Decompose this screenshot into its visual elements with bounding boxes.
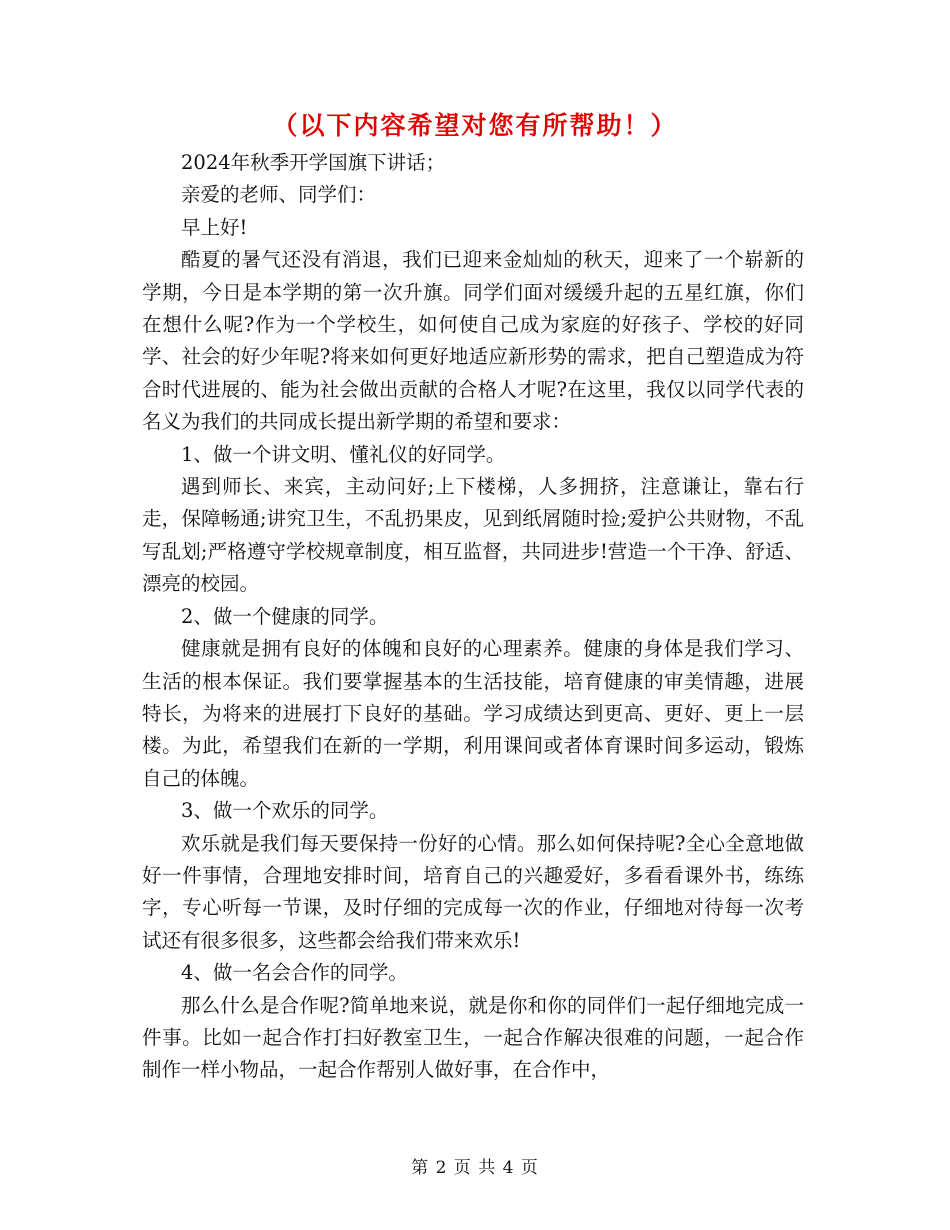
paragraph-intro: 酷夏的暑气还没有消退，我们已迎来金灿灿的秋天，迎来了一个崭新的学期，今日是本学期的第一次升旗。同学们面对缓缓升起的五星红旗，你们在想什么呢?作为一个学校生，如何使自己成为家庭的好孩子、学校的好同学、社会的好少年呢?将来如何更好地适应新形势的需求，把自己塑造成为符合时代进展的、能为社会做出贡献的合格人才呢?在这里，我仅以同学代表的名义为我们的共同成长提出新学期的希望和要求： [142,248,804,434]
paragraph-body-3: 欢乐就是我们每天要保持一份好的心情。那么如何保持呢?全心全意地做好一件事情，合理地安排时间，培育自己的兴趣爱好，多看看课外书，练练字，专心听每一节课，及时仔细的完成每一次的作业，仔细地对待每一次考试还有很多很多，这些都会给我们带来欢乐! [142,831,804,952]
document-body [142,147,804,1087]
paragraph-heading-2: 2、做一个健康的同学。 [181,604,389,628]
paragraph-title: 2024年秋季开学国旗下讲话； [181,151,446,174]
paragraph-body-1: 遇到师长、来宾，主动问好;上下楼梯，人多拥挤，注意谦让，靠右行走，保障畅通;讲究卫生，不乱扔果皮，见到纸屑随时捡;爱护公共财物，不乱写乱划;严格遵守学校规章制度，相互监督，共同进步!营造一个干净、舒适、漂亮的校园。 [142,475,804,596]
paragraph-body-2: 健康就是拥有良好的体魄和良好的心理素养。健康的身体是我们学习、生活的根本保证。我们要掌握基本的生活技能，培育健康的审美情趣，进展特长，为将来的进展打下良好的基础。学习成绩达到更高、更好、更上一层楼。为此，希望我们在新的一学期，利用课间或者体育课时间多运动，锻炼自己的体魄。 [142,637,804,790]
paragraph-greeting-morning: 早上好! [181,215,248,239]
paragraph-heading-1: 1、做一个讲文明、懂礼仪的好同学。 [181,442,506,466]
paragraph-heading-3: 3、做一个欢乐的同学。 [181,799,389,823]
page-number: 第 2 页 共 4 页 [411,1158,539,1178]
paragraph-greeting-audience: 亲爱的老师、同学们： [181,183,377,207]
header-note: （以下内容希望对您有所帮助！） [272,111,678,140]
paragraph-heading-4: 4、做一名会合作的同学。 [181,961,408,985]
paragraph-body-4: 那么什么是合作呢?简单地来说，就是你和你的同伴们一起仔细地完成一件事。比如一起合作打扫好教室卫生，一起合作解决很难的问题，一起合作制作一样小物品，一起合作帮别人做好事，在合作中， [142,993,804,1082]
